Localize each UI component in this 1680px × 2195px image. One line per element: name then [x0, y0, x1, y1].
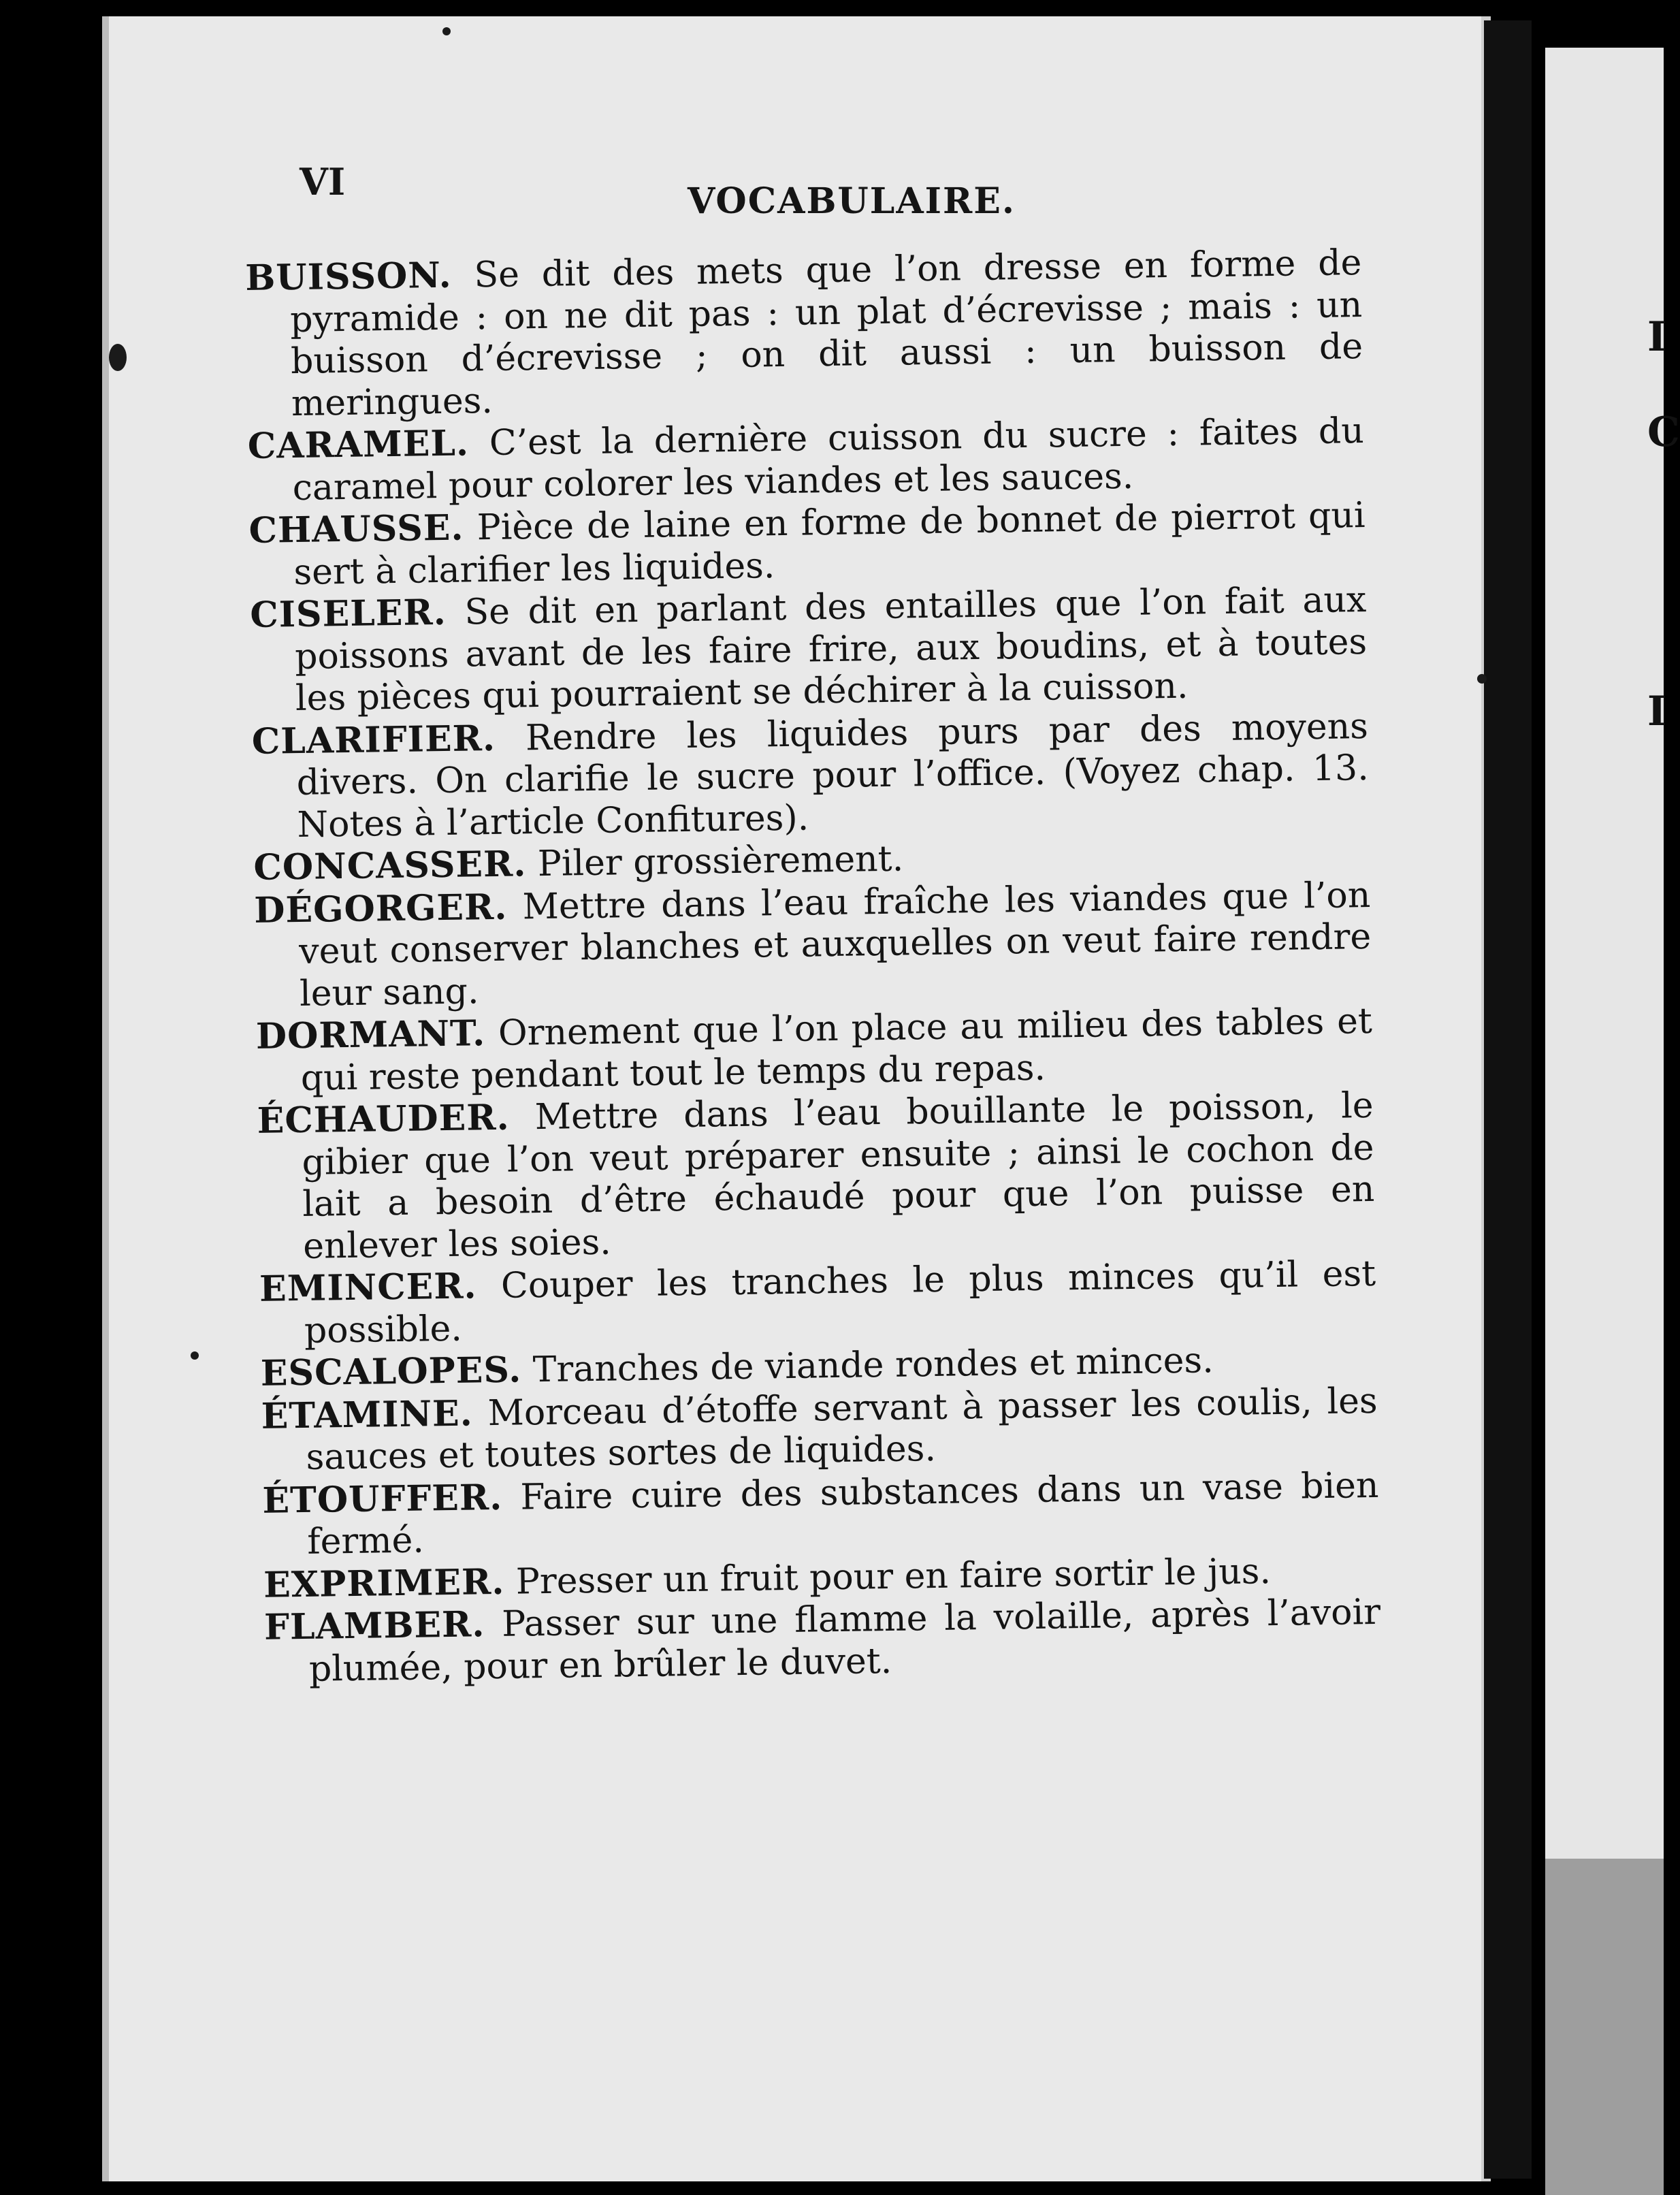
- vocabulary-entry: [245, 242, 1363, 426]
- entry-definition: Se dit des mets que l’on dresse en forme de pyramide : on ne dit pas : un plat d’écrevisse ; mais : un buisson d’écrevisse ; on dit aussi : un buisson de meringues.: [289, 242, 1363, 424]
- page-number: VI: [300, 160, 346, 204]
- vocabulary-entry: [256, 1000, 1374, 1100]
- vocabulary-entry: [259, 1253, 1377, 1353]
- entry-definition: Morceau d’étoffe servant à passer les coulis, les sauces et toutes sortes de liquides.: [306, 1380, 1378, 1478]
- vocabulary-entry: [262, 1464, 1380, 1564]
- entry-term: CONCASSER.: [253, 843, 527, 888]
- right-page-shadow: [1545, 1859, 1664, 2195]
- entry-definition: Ornement que l’on place au milieu des tables et qui reste pendant tout le temps du repas.: [300, 1000, 1373, 1099]
- entry-definition: Se dit en parlant des entailles que l’on fait aux poissons avant de les faire frire, aux boudins, et à toutes les pièces qui pourraient se déchirer à la cuisson.: [294, 579, 1368, 720]
- entry-term: ÉTAMINE.: [261, 1392, 474, 1437]
- entry-term: DORMANT.: [255, 1012, 486, 1057]
- entry-term: BUISSON.: [245, 254, 453, 299]
- vocabulary-entry: [257, 1085, 1375, 1268]
- entry-definition: C’est la dernière cuisson du sucre : faites du caramel pour colorer les viandes et les sauces.: [292, 411, 1365, 509]
- entry-definition: Pièce de laine en forme de bonnet de pierrot qui sert à clarifier les liquides.: [293, 495, 1366, 593]
- entry-definition: Mettre dans l’eau bouillante le poisson, le gibier que l’on veut préparer ensuite ; ainsi le cochon de lait a besoin d’être échaudé pour que l’on puisse en enlever les soies.: [302, 1085, 1375, 1267]
- entry-term: CHAUSSE.: [248, 507, 464, 551]
- entry-term: ESCALOPES.: [260, 1349, 522, 1394]
- page-header: [300, 160, 1334, 221]
- vocabulary-entry: [261, 1379, 1378, 1479]
- vocabulary-list: [245, 242, 1381, 1691]
- entry-definition: Presser un fruit pour en faire sortir le jus.: [515, 1550, 1272, 1603]
- vocabulary-entry: [254, 874, 1372, 1016]
- running-title: VOCABULAIRE.: [688, 180, 1016, 222]
- vocabulary-entry: [264, 1591, 1382, 1691]
- entry-definition: Couper les tranches le plus minces qu’il est possible.: [304, 1253, 1376, 1351]
- book-gutter: [1484, 20, 1532, 2179]
- right-page-edge: [1545, 48, 1680, 1859]
- entry-term: CARAMEL.: [247, 422, 470, 467]
- entry-term: ÉTOUFFER.: [262, 1476, 503, 1522]
- entry-term: EMINCER.: [259, 1265, 477, 1310]
- entry-definition: Faire cuire des substances dans un vase bien fermé.: [306, 1464, 1379, 1563]
- scan-speck: [442, 27, 451, 35]
- scan-speck: [191, 1351, 199, 1360]
- vocabulary-entry: [250, 579, 1368, 720]
- right-page-fragment: I: [1647, 313, 1667, 361]
- entry-term: ÉCHAUDER.: [257, 1096, 511, 1142]
- vocabulary-entry: [247, 410, 1365, 510]
- entry-term: FLAMBER.: [263, 1603, 485, 1648]
- vocabulary-entry: [248, 494, 1366, 594]
- entry-definition: Passer sur une flamme la volaille, après l’avoir plumée, pour en brûler le duvet.: [308, 1591, 1381, 1690]
- entry-definition: Tranches de viande rondes et minces.: [532, 1340, 1214, 1391]
- entry-definition: Piler grossièrement.: [537, 838, 904, 885]
- scan-speck: [1477, 674, 1487, 684]
- entry-term: CLARIFIER.: [251, 717, 496, 763]
- scan-speck: [109, 344, 127, 371]
- entry-definition: Mettre dans l’eau fraîche les viandes que l’on veut conserver blanches et auxquelles on veut faire rendre leur sang.: [298, 874, 1372, 1014]
- entry-definition: Rendre les liquides purs par des moyens divers. On clarifie le sucre pour l’office. (Voyez chap. 13. Notes à l’article Confitures).: [296, 705, 1370, 846]
- entry-term: EXPRIMER.: [263, 1560, 505, 1606]
- right-page-fragment: I: [1647, 688, 1667, 735]
- right-page-fragment: C: [1647, 408, 1680, 456]
- entry-term: DÉGORGER.: [253, 886, 508, 931]
- entry-term: CISELER.: [249, 591, 447, 636]
- vocabulary-entry: [252, 705, 1370, 847]
